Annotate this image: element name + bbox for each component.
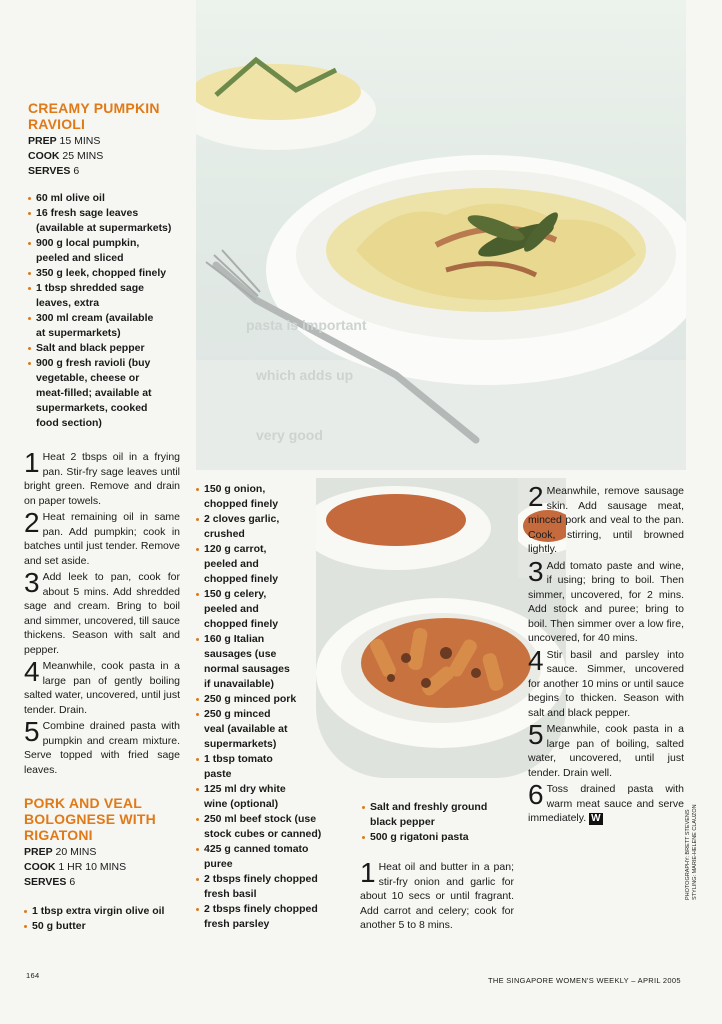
ingredient-line: stock cubes or canned)	[204, 828, 322, 840]
recipe2-ingredients-col3	[362, 800, 512, 845]
recipe1-method	[24, 447, 180, 779]
step-text: Heat oil and butter in a pan; stir-fry onion and garlic for about 10 secs or until fragrant. Add carrot and celery; cook for another 5 to 8 mins.	[360, 861, 514, 931]
ingredient-line: 120 g carrot,	[204, 543, 267, 555]
credit-line: STYLING: MARIE-HELENE CLAUZON	[692, 804, 698, 900]
serves-value: 6	[69, 876, 76, 888]
step-number: 5	[24, 716, 40, 747]
step-number: 5	[528, 719, 544, 750]
ingredient-line: (available at supermarkets)	[36, 222, 172, 234]
recipe2-ingredients-col2	[196, 482, 336, 932]
ingredient-line: if unavailable)	[204, 678, 275, 690]
ingredient-item	[196, 692, 336, 707]
ingredient-item	[196, 752, 336, 782]
ingredient-item	[28, 311, 193, 341]
ingredient-item	[196, 482, 336, 512]
ingredient-line: peeled and	[204, 603, 259, 615]
recipe1-title	[28, 100, 193, 132]
recipe2-method-step1	[360, 857, 514, 935]
ingredient-line: chopped finely	[204, 498, 279, 510]
prep-label: PREP	[28, 135, 57, 147]
ingredient-line: 125 ml dry white	[204, 783, 286, 795]
ingredient-line: meat-filled; available at	[36, 387, 152, 399]
ingredient-line: Salt and black pepper	[36, 342, 145, 354]
step-text: Heat 2 tbsps oil in a frying pan. Stir-fry sage leaves until bright green. Remove and drain on paper towels.	[24, 451, 180, 507]
method-step	[24, 447, 180, 508]
recipe2-method	[528, 481, 684, 828]
ingredient-line: 250 g minced pork	[204, 693, 297, 705]
ingredient-line: Salt and freshly ground	[370, 801, 488, 813]
ingredient-line: 250 g minced	[204, 708, 271, 720]
ingredient-item	[196, 707, 336, 752]
step-number: 2	[528, 481, 544, 512]
step-text: Meanwhile, cook pasta in a large pan of boiling, salted water, uncovered, until just tender. Drain well.	[528, 723, 684, 779]
serves-value: 6	[73, 165, 80, 177]
recipe2-meta	[24, 845, 194, 890]
ingredient-item	[28, 341, 193, 356]
ingredient-item	[196, 782, 336, 812]
method-step	[24, 656, 180, 717]
ingredient-item	[196, 842, 336, 872]
ingredient-line: 50 g butter	[32, 920, 86, 932]
title-line: PORK AND VEAL	[24, 795, 142, 811]
ingredient-line: food section)	[36, 417, 102, 429]
step-number: 4	[528, 644, 544, 676]
prep-value: 20 MINS	[55, 846, 97, 858]
svg-text:which adds up: which adds up	[256, 367, 354, 383]
step-number: 6	[528, 779, 544, 810]
ingredient-line: 2 cloves garlic,	[204, 513, 280, 525]
recipe2-title	[24, 795, 194, 843]
recipe2-header	[24, 795, 194, 934]
ingredient-line: chopped finely	[204, 618, 279, 630]
cook-label: COOK	[28, 150, 60, 162]
prep-label: PREP	[24, 846, 53, 858]
step-text: Add leek to pan, cook for about 5 mins. Add shredded sage and cream. Bring to boil and simmer, uncovered, till sauce thickens. Season with salt and pepper.	[24, 571, 180, 656]
recipe1-ingredients	[28, 191, 193, 431]
recipe2-ingredients-col1	[24, 904, 194, 934]
ingredient-line: fresh basil	[204, 888, 257, 900]
ingredient-item	[196, 512, 336, 542]
ingredient-line: 500 g rigatoni pasta	[370, 831, 469, 843]
ingredient-item	[362, 830, 512, 845]
step-text: Heat remaining oil in same pan. Add pumpkin; cook in batches until just tender. Remove and set aside.	[24, 511, 180, 567]
ingredient-line: 1 tbsp shredded sage	[36, 282, 144, 294]
ingredient-line: puree	[204, 858, 233, 870]
ingredient-line: black pepper	[370, 816, 435, 828]
ingredient-line: 300 ml cream (available	[36, 312, 154, 324]
ingredient-line: 1 tbsp tomato	[204, 753, 273, 765]
ingredient-line: wine (optional)	[204, 798, 279, 810]
recipe1-header	[28, 100, 193, 431]
ingredient-line: supermarkets, cooked	[36, 402, 148, 414]
ingredient-line: vegetable, cheese or	[36, 372, 140, 384]
prep-value: 15 MINS	[59, 135, 101, 147]
ravioli-photo	[196, 0, 686, 470]
ingredient-line: 900 g fresh ravioli (buy	[36, 357, 151, 369]
method-step	[528, 779, 684, 826]
step-text: Toss drained pasta with warm meat sauce and serve immediately.	[528, 783, 684, 824]
title-line: RIGATONI	[24, 827, 93, 843]
end-mark: W	[591, 813, 601, 824]
ingredient-line: peeled and	[204, 558, 259, 570]
method-step	[528, 481, 684, 557]
svg-text:very good: very good	[256, 427, 323, 443]
ingredient-line: veal (available at	[204, 723, 288, 735]
step-number: 4	[24, 656, 40, 687]
cook-label: COOK	[24, 861, 56, 873]
method-step	[24, 716, 180, 777]
cook-value: 25 MINS	[62, 150, 104, 162]
ingredient-item	[196, 542, 336, 587]
ingredient-line: 160 g Italian	[204, 633, 265, 645]
method-step	[528, 719, 684, 780]
method-step	[528, 555, 684, 646]
ingredient-line: 1 tbsp extra virgin olive oil	[32, 905, 165, 917]
ingredient-line: normal sausages	[204, 663, 290, 675]
ingredient-item	[362, 800, 512, 830]
ingredient-item	[28, 266, 193, 281]
title-line: CREAMY PUMPKIN	[28, 100, 160, 116]
serves-label: SERVES	[24, 876, 67, 888]
step-text: Meanwhile, cook pasta in a large pan of gently boiling salted water, uncovered, until just tender. Drain.	[24, 660, 180, 716]
step-number: 1	[360, 857, 376, 888]
ingredient-item	[196, 872, 336, 902]
ingredient-item	[24, 919, 194, 934]
recipe1-meta	[28, 134, 193, 179]
cook-value: 1 HR 10 MINS	[58, 861, 127, 873]
step-number: 3	[528, 555, 544, 587]
ingredient-line: chopped finely	[204, 573, 279, 585]
ingredient-item	[196, 632, 336, 692]
ingredient-line: peeled and sliced	[36, 252, 124, 264]
method-step	[528, 644, 684, 721]
method-step	[360, 857, 514, 933]
step-number: 3	[24, 567, 40, 598]
ingredient-line: paste	[204, 768, 232, 780]
ingredient-item	[196, 902, 336, 932]
ingredient-item	[196, 587, 336, 632]
ingredient-line: 900 g local pumpkin,	[36, 237, 140, 249]
step-number: 2	[24, 507, 40, 538]
ingredient-line: at supermarkets)	[36, 327, 121, 339]
ingredient-item	[24, 904, 194, 919]
ingredient-line: 250 ml beef stock (use	[204, 813, 317, 825]
ingredient-line: crushed	[204, 528, 245, 540]
ingredient-line: 425 g canned tomato	[204, 843, 309, 855]
ingredient-item	[28, 191, 193, 206]
ingredient-line: sausages (use	[204, 648, 277, 660]
ingredient-line: fresh parsley	[204, 918, 270, 930]
step-text: Add tomato paste and wine, if using; bring to boil. Then simmer, uncovered, for 2 mins. Add stock and puree; bring to boil. Then simmer over a low fire, uncovered, for 40 mins.	[528, 559, 684, 644]
step-number: 1	[24, 447, 40, 478]
method-step	[24, 567, 180, 657]
ingredient-line: 60 ml olive oil	[36, 192, 105, 204]
ingredient-item	[28, 356, 193, 431]
photo-credits	[685, 804, 699, 900]
ingredient-line: 16 fresh sage leaves	[36, 207, 139, 219]
ingredient-item	[28, 281, 193, 311]
ingredient-line: 150 g celery,	[204, 588, 267, 600]
ingredient-item	[196, 812, 336, 842]
method-step	[24, 507, 180, 568]
ingredient-line: 150 g onion,	[204, 483, 266, 495]
credit-line: PHOTOGRAPHY: BRETT STEVENS	[685, 809, 691, 900]
svg-text:pasta is important: pasta is important	[246, 317, 367, 333]
ingredient-line: 2 tbsps finely chopped	[204, 873, 318, 885]
serves-label: SERVES	[28, 165, 71, 177]
step-text: Combine drained pasta with pumpkin and cream mixture. Serve topped with fried sage leaves.	[24, 720, 180, 776]
step-text: Stir basil and parsley into sauce. Simmer, uncovered for another 10 mins or until sauce begins to thicken. Season with salt and black pepper.	[528, 648, 684, 719]
ingredient-line: supermarkets)	[204, 738, 277, 750]
title-line: BOLOGNESE WITH	[24, 811, 156, 827]
step-text: Meanwhile, remove sausage skin. Add sausage meat, minced pork and veal to the pan. Cook, stirring, until browned lightly.	[528, 485, 684, 555]
magazine-footer: THE SINGAPORE WOMEN'S WEEKLY – APRIL 2005	[488, 976, 681, 985]
ingredient-item	[28, 236, 193, 266]
ingredient-line: leaves, extra	[36, 297, 100, 309]
ingredient-line: 350 g leek, chopped finely	[36, 267, 167, 279]
title-line: RAVIOLI	[28, 116, 86, 132]
page-number: 164	[26, 971, 40, 980]
ingredient-item	[28, 206, 193, 236]
ingredient-line: 2 tbsps finely chopped	[204, 903, 318, 915]
